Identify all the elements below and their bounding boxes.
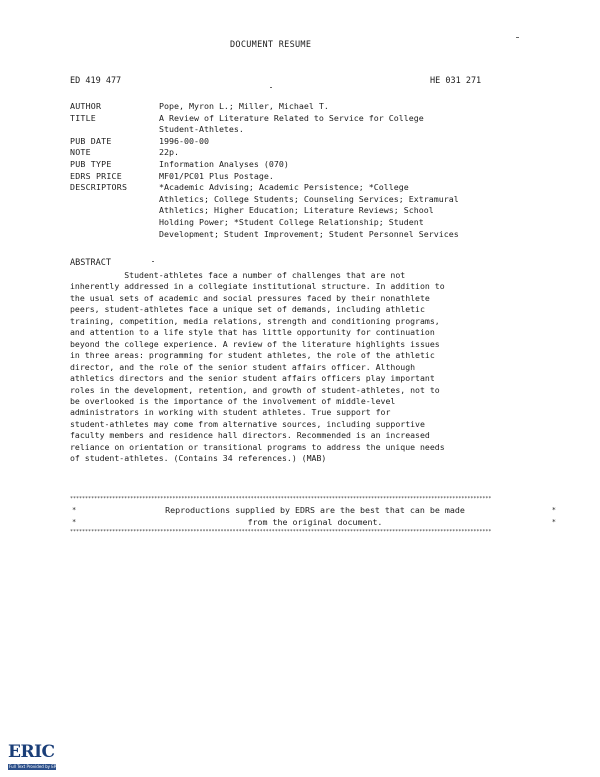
metadata-table bbox=[70, 101, 459, 240]
asterisk-border-top: ******************************************************************************************************************************************** bbox=[70, 496, 492, 502]
abstract-line: director, and the role of the senior student affairs officer. Although bbox=[70, 361, 416, 372]
metadata-row-descriptors-cont bbox=[70, 194, 459, 206]
reproduction-line-2: from the original document. bbox=[247, 516, 383, 527]
abstract-line: roles in the development, retention, and growth of student-athletes, not to bbox=[70, 384, 440, 395]
abstract-heading: ABSTRACT bbox=[70, 258, 111, 268]
abstract-line: student-athletes may come from alternative sources, including supportive bbox=[70, 418, 425, 429]
metadata-value: Holding Power; *Student College Relationship; Student bbox=[159, 216, 424, 227]
asterisk-mark: * bbox=[72, 517, 77, 526]
metadata-value: A Review of Literature Related to Service for College bbox=[159, 112, 424, 123]
metadata-label: EDRS PRICE bbox=[70, 170, 122, 181]
he-number: HE 031 271 bbox=[430, 76, 482, 86]
abstract-line: faculty members and residence hall directors. Recommended is an increased bbox=[70, 430, 430, 441]
metadata-row-title bbox=[70, 113, 459, 125]
metadata-row-descriptors-cont bbox=[70, 205, 459, 217]
abstract-line: reliance on orientation or transitional programs to address the unique needs bbox=[70, 441, 445, 452]
scan-speck bbox=[516, 37, 519, 38]
scan-speck bbox=[270, 87, 272, 88]
metadata-value: *Academic Advising; Academic Persistence; *College bbox=[159, 182, 409, 193]
asterisk-mark: * bbox=[551, 506, 556, 514]
abstract-line: and attention to a life style that has little opportunity for continuation bbox=[70, 327, 435, 338]
abstract-line: the usual sets of academic and social pressures faced by their nonathlete bbox=[70, 292, 430, 303]
abstract-line: training, competition, media relations, strength and conditioning programs, bbox=[70, 315, 440, 326]
metadata-value: MF01/PC01 Plus Postage. bbox=[159, 170, 274, 181]
abstract-line: Student-athletes face a number of challenges that are not bbox=[70, 270, 406, 280]
asterisk-mark: * bbox=[72, 506, 77, 514]
metadata-row-author bbox=[70, 101, 459, 113]
metadata-row-title-cont bbox=[70, 124, 459, 136]
metadata-value: Development; Student Improvement; Student Personnel Services bbox=[159, 228, 459, 239]
metadata-value: Athletics; Higher Education; Literature Reviews; School bbox=[159, 205, 434, 216]
abstract-line: in three areas: programming for student athletes, the role of the athletic bbox=[70, 350, 435, 361]
metadata-row-descriptors bbox=[70, 182, 459, 194]
reproduction-line-1: Reproductions supplied by EDRS are the best that can be made bbox=[165, 505, 465, 515]
eric-logo bbox=[8, 742, 61, 772]
abstract-line: of student-athletes. (Contains 34 references.) (MAB) bbox=[70, 453, 327, 464]
metadata-label: PUB TYPE bbox=[70, 158, 112, 169]
metadata-value: 22p. bbox=[159, 147, 179, 158]
eric-logo-wordmark: ERIC bbox=[8, 742, 55, 762]
abstract-line: beyond the college experience. A review of the literature highlights issues bbox=[70, 338, 440, 349]
metadata-value: Athletics; College Students; Counseling Services; Extramural bbox=[159, 193, 459, 204]
metadata-row-edrs-price bbox=[70, 171, 459, 183]
abstract-line: inherently addressed in a collegiate institutional structure. In addition to bbox=[70, 281, 445, 292]
abstract-line: be overlooked is the importance of the involvement of middle-level bbox=[70, 395, 396, 406]
abstract-body bbox=[70, 270, 530, 465]
ed-number: ED 419 477 bbox=[70, 76, 122, 86]
metadata-label: AUTHOR bbox=[70, 101, 102, 111]
reproduction-notice bbox=[70, 505, 560, 528]
metadata-row-note bbox=[70, 147, 459, 159]
asterisk-mark: * bbox=[551, 517, 556, 526]
abstract-line: administrators in working with student athletes. True support for bbox=[70, 407, 391, 418]
metadata-value: Student-Athletes. bbox=[159, 124, 244, 135]
metadata-label: DESCRIPTORS bbox=[70, 182, 128, 193]
metadata-label: PUB DATE bbox=[70, 135, 112, 146]
asterisk-border-bottom: ******************************************************************************************************************************************** bbox=[70, 529, 492, 535]
metadata-value: 1996-00-00 bbox=[159, 135, 209, 146]
metadata-row-descriptors-cont bbox=[70, 217, 459, 229]
metadata-row-pub-type bbox=[70, 159, 459, 171]
scan-speck bbox=[152, 261, 154, 262]
metadata-label: NOTE bbox=[70, 147, 91, 158]
abstract-line: peers, student-athletes face a unique set of demands, including athletic bbox=[70, 304, 425, 315]
metadata-label: TITLE bbox=[70, 112, 96, 123]
abstract-line: athletics directors and the senior student affairs officers play important bbox=[70, 373, 435, 384]
metadata-value: Information Analyses (070) bbox=[159, 158, 289, 169]
document-title: DOCUMENT RESUME bbox=[230, 40, 312, 50]
metadata-value: Pope, Myron L.; Miller, Michael T. bbox=[159, 101, 329, 111]
metadata-row-descriptors-cont bbox=[70, 229, 459, 241]
metadata-row-pub-date bbox=[70, 136, 459, 148]
eric-logo-subtitle: Full Text Provided by ERIC bbox=[9, 764, 61, 769]
